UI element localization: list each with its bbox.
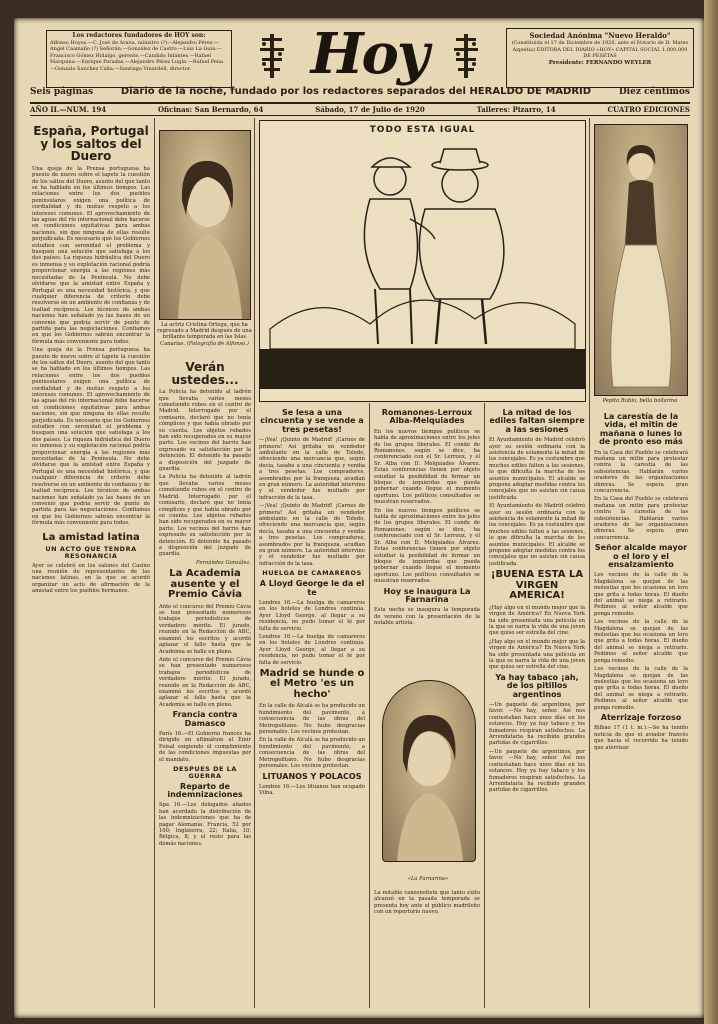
column-rule: [484, 403, 485, 1008]
column-rule: [154, 118, 155, 1008]
cartoon-panel: [259, 120, 586, 402]
headline-academia: La Academia ausente y el Premio Cávia: [167, 568, 243, 601]
photo-caption-pepita: Pepita Rubio, bella bailarina: [602, 398, 678, 404]
photo-farnarina: [382, 680, 476, 862]
article-romanones-body-cont: En los nuevos tiempos políticos se habla de aproximaciones entre los jefes de los grupos liberales. El conde de Romanones, según se dice, ha conferenciado con el Sr. Lerroux, y el Sr. Alba con D. Melquiades Álvarez. Estas conferencias tienen por objeto estudiar la posibilidad de formar un bloque de izquierdas que pueda gobernar cuando llegue el momento oportuno. Los políticos consultados se muestran reservados.: [374, 507, 480, 585]
headline-carestia: La carestía de la vida, el mitin de mañana o lunes lo de pronto eso más: [599, 412, 683, 447]
article-cincuenta-body-cont: —¡Vea! ¡Quinto de Madrid! ¡Carnes de primera! Así gritaba un vendedor ambulante en la calle de Toledo, ofreciendo una mercancía que, según decía, tasaba a una cincuenta y vendía a tres pesetas. Los compradores, asombrados por la franqueza, acudían en gran número. La autoridad intervino y el vendedor fue multado por infracción de la tasa.: [259, 503, 365, 567]
headline-cincuenta: Se lesa a una cincuenta y se vende a tres pesetas!: [260, 408, 364, 434]
headline-ediles: La mitad de los ediles faltan siempre a las sesiones: [489, 408, 585, 434]
tree-emblem-right-icon: [452, 30, 480, 78]
article-veran-body: La Policía ha detenido al ladrón que llevaba varios meses cometiendo robos en el centro de Madrid. Interrogado por el comisario, declaró que no tenía cómplices y que había obrado por su cuenta. Los objetos robados han sido recuperados en su mayor parte. Los vecinos del barrio han expresado su satisfacción por la detención. El detenido ha pasado a disposición del juzgado de guardia.: [159, 389, 251, 473]
article-academia-body-cont: Ante el concurso del Premio Cávia se han presentado numerosos trabajos periodísticos de verdadero mérito. El jurado, reunido en la Redacción de ABC, examinó los escritos y acordó aplazar el fallo hasta que la Academia se halle en pleno.: [159, 656, 251, 708]
article-virgen-body: ¿Hay algo en el mundo mejor que la virgen de América? En Nueva York ha sido presentada una película en la que se narra la vida de una joven que quiso ser estrella del cine.: [489, 604, 585, 637]
headline-aterrizaje: Aterrizaje forzoso: [600, 712, 682, 722]
headline-francia-damasco: Francia contra Damasco: [172, 710, 238, 728]
article-farnarina-body-2: La notable canzonetista que tanto éxito alcanzó en la pasada temporada se presenta hoy ante el público madrileño con un repertorio nuevo.: [374, 890, 480, 916]
column-rule: [369, 403, 370, 1008]
article-metro-body: En la calle de Alcalá se ha producido un hundimiento del pavimento, a consecuencia de las obras del Metropolitano. No hubo desgracias personales. Los vecinos protestan.: [259, 703, 365, 736]
editions-count: CUATRO EDICIONES: [607, 105, 690, 114]
headline-lloyd-george: A Lloyd George le da el te: [259, 579, 365, 597]
subhead-despues-guerra: DESPUES DE LA GUERRA: [173, 764, 237, 780]
article-aterrizaje-body: Bilbao 17 (1 t. m.).—Se ha tenido noticia de que el aviador francés que hacía el recorrido ha tenido que aterrizar.: [594, 725, 688, 751]
photo-pepita-rubio: [594, 124, 688, 396]
issue-date: Sábado, 17 de Julio de 1920: [315, 105, 425, 114]
cartoon-caption: —D'ga usted, Joulebuenagorragui ¿por qué resulta ahora el baño más caro? —¡Ah, señora! Es que este año ha subido mucho la marea.: [300, 371, 531, 384]
photo-caption-farnarina: «La Farnarina»: [407, 876, 449, 882]
issue-number: AÑO II.—NUM. 194: [30, 105, 107, 114]
column-rule: [589, 118, 590, 1008]
subhead-huelga: HUELGA DE CAMAREROS: [262, 569, 362, 578]
slogan: Diario de la noche, fundado por los redactores separados del HERALDO DE MADRID: [120, 86, 592, 97]
company-name: Sociedad Anónima "Nuevo Heraldo": [529, 31, 671, 40]
founders-box: [46, 30, 232, 88]
article-loro-body-cont-2: Los vecinos de la calle de la Magdalena se quejan de las molestias que les ocasiona un loro que grita a todas horas. El dueño del animal se niega a retirarlo. Pedimos al señor alcalde que ponga remedio.: [594, 666, 688, 711]
article-loro-body: Los vecinos de la calle de la Magdalena se quejan de las molestias que les ocasiona un loro que grita a todas horas. El dueño del animal se niega a retirarlo. Pedimos al señor alcalde que ponga remedio.: [594, 572, 688, 617]
photo-credit: (Fotografía de Alfonso.): [186, 340, 249, 347]
caption-text: La actriz Cristina Ortega, que ha regresado a Madrid después de una brillante temporada en las Islas Canarias.: [157, 322, 252, 347]
offices-address: Oficinas: San Bernardo, 64: [157, 105, 264, 114]
article-indemnizaciones-body: Spa 16.—Los delegados aliados han acordado la distribución de las indemnizaciones que ha de pagar Alemania: Francia, 52 por 100; Inglaterra, 22; Italia, 10; Bélgica, 8; y el resto para las demás naciones.: [159, 802, 251, 847]
portrait-dancer-icon: [595, 125, 687, 395]
article-carestia-body: En la Casa del Pueblo se celebrará mañana un mitin para protestar contra la carestía de las subsistencias. Hablarán varios oradores de las organizaciones obreras. Se espera gran concurrencia.: [594, 449, 688, 494]
headline-veran-ustedes: Verán ustedes...: [171, 360, 239, 387]
column-1: [32, 122, 150, 1002]
price: Diez céntimos: [618, 86, 690, 97]
article-lituanos-body: Londres 16.—Los lituanos han ocupado Vilna.: [259, 783, 365, 797]
headline-indemnizaciones: Reparto de indemnizaciones: [167, 781, 243, 799]
company-president: Presidente: FERNANDO WEYLER: [548, 59, 652, 66]
cartoon-drawing-icon: [260, 139, 585, 389]
workshops-address: Talleres: Pizarro, 14: [476, 105, 556, 114]
headline-virgen-america: ¡BUENA ESTA LA VIRGEN AMERICA!: [490, 569, 584, 602]
article-romanones-body: En los nuevos tiempos políticos se habla de aproximaciones entre los jefes de los grupos liberales. El conde de Romanones, según se dice, ha conferenciado con el Sr. Lerroux, y el Sr. Alba con D. Melquiades Álvarez. Estas conferencias tienen por objeto estudiar la posibilidad de formar un bloque de izquierdas que pueda gobernar cuando llegue el momento oportuno. Los políticos consultados se muestran reservados.: [374, 428, 480, 506]
article-amistad-body: Ayer se celebró en los salones del Casino una reunión de representantes de las naciones latinas, en la que se acordó organizar un acto de afirmación de la amistad entre los pueblos hermanos.: [32, 562, 150, 595]
headline-lituanos: LITUANOS Y POLACOS: [262, 771, 362, 781]
article-veran-body-cont: La Policía ha detenido al ladrón que llevaba varios meses cometiendo robos en el centro de Madrid. Interrogado por el comisario, declaró que no tenía cómplices y que había obrado por su cuenta. Los objetos robados han sido recuperados en su mayor parte. Los vecinos del barrio han expresado su satisfacción por la detención. El detenido ha pasado a disposición del juzgado de guardia.: [159, 474, 251, 558]
column-4-bottom: [374, 890, 480, 1000]
article-loro-body-cont: Los vecinos de la calle de la Magdalena se quejan de las molestias que les ocasiona un loro que grita a todas horas. El dueño del animal se niega a retirarlo. Pedimos al señor alcalde que ponga remedio.: [594, 619, 688, 664]
newspaper-logo: Hoy: [310, 21, 428, 87]
article-virgen-body-cont: ¿Hay algo en el mundo mejor que la virgen de América? En Nueva York ha sido presentada una película en la que se narra la vida de una joven que quiso ser estrella del cine.: [489, 638, 585, 671]
column-rule: [254, 118, 255, 1008]
founders-list: Alfonso Hoyos.—C. José de Arana, ministro (?)—Alejandro Pérez.—Angel Caamaño (?) Señorán.—González de Castro.—Luis La Guía.—Francisco Gómez Hidalgo, gerente.—Candido Infantes.—Rafael Marquina.—Enrique Paradas.—Alejandro Pérez Lugín.—Rafael Pena.—Gonzalo Sanchez Caña.—Santiago Vinardell, director.: [50, 39, 225, 72]
photo-cristina-ortega: [159, 130, 251, 320]
tagline-bar: [30, 86, 690, 97]
column-6: [594, 410, 688, 1002]
tree-emblem-left-icon: [258, 30, 286, 78]
portrait-woman-icon: [160, 131, 250, 319]
article-tabaco-body: —Un paquete de argentinos, por favor. —No hay, señor. Así nos contestaban hace unos días en los estancos. Hoy ya hay tabaco y los fumadores respiran satisfechos. La Arrendataria ha recibido grandes partidas de cigarrillos.: [489, 702, 585, 747]
newspaper-page: [14, 18, 704, 1018]
founders-title: Los redactores fundadores de HOY son:: [72, 32, 206, 39]
dateline: [30, 102, 690, 116]
article-signature: Fernández González.: [196, 559, 251, 566]
article-cincuenta-body: —¡Vea! ¡Quinto de Madrid! ¡Carnes de primera! Así gritaba un vendedor ambulante en la calle de Toledo, ofreciendo una mercancía que, según decía, tasaba a una cincuenta y vendía a tres pesetas. Los compradores, asombrados por la franqueza, acudían en gran número. La autoridad intervino y el vendedor fue multado por infracción de la tasa.: [259, 437, 365, 501]
headline-amistad-latina: La amistad latina: [42, 531, 140, 543]
article-ediles-body: El Ayuntamiento de Madrid celebró ayer su sesión ordinaria con la asistencia de solamente la mitad de los concejales. Es ya costumbre que muchos ediles falten a las sesiones, lo que dificulta la marcha de los asuntos municipales. El alcalde se propone adoptar medidas contra los concejales que no asistan sin causa justificada.: [489, 437, 585, 501]
column-3: [259, 406, 365, 1001]
column-4: [374, 406, 480, 666]
article-duero-body: Una queja de la Prensa portuguesa ha puesto de nuevo sobre el tapete la cuestión de los saltos del Duero, asunto del que tanto se ha hablado en los últimos tiempos. Las relaciones entre los dos pueblos peninsulares exigen una política de cordialidad y de mutuo respeto a los intereses comunes. El aprovechamiento de las aguas del río internacional debe hacerse en condiciones equitativas para ambas naciones, sin que ninguna de ellas resulte perjudicada. Es necesario que los Gobiernos estudien con serenidad el problema y busquen una solución que satisfaga a los dos países. La riqueza hidráulica del Duero es inmensa y su explotación racional podría proporcionar energía a las regiones más necesitadas de la Península. No debe olvidarse que la amistad entre España y Portugal es una necesidad histórica, y que cualquier diferencia de criterio debe resolverse en un ambiente de confianza y de lealtad recíproca. Los técnicos de ambas naciones han señalado ya las bases de un convenio que podría servir de punto de partida para las negociaciones. Confiamos en que los Gobiernos sabrán encontrar la fórmula más conveniente para todos.: [32, 165, 150, 345]
headline-tabaco: Ya hay tabaco ¡ah, de los pitillos argentinos: [495, 672, 579, 699]
headline-romanones: Romanones-Lerroux Alba-Melquiades: [381, 408, 473, 426]
article-tabaco-body-cont: —Un paquete de argentinos, por favor. —No hay, señor. Así nos contestaban hace unos días en los estancos. Hoy ya hay tabaco y los fumadores respiran satisfechos. La Arrendataria ha recibido grandes partidas de cigarrillos.: [489, 748, 585, 794]
article-academia-body: Ante el concurso del Premio Cávia se han presentado numerosos trabajos periodísticos de verdadero mérito. El jurado, reunido en la Redacción de ABC, examinó los escritos y acordó aplazar el fallo hasta que la Academia se halle en pleno.: [159, 603, 251, 655]
article-metro-body-cont: En la calle de Alcalá se ha producido un hundimiento del pavimento, a consecuencia de las obras del Metropolitano. No hubo desgracias personales. Los vecinos protestan.: [259, 737, 365, 770]
headline-metro: Madrid se hunde o el Metro 'es un hecho': [259, 667, 365, 700]
article-lloyd-body: Londres 16.—La huelga de camareros en los hoteles de Londres continúa. Ayer Lloyd George, al llegar a su residencia, no pudo tomar el té por falta de servicio.: [259, 599, 365, 632]
headline-farnarina: Hoy se inaugura La Farnarina: [383, 586, 471, 604]
company-box: [506, 28, 694, 88]
article-carestia-body-cont: En la Casa del Pueblo se celebrará mañana un mitin para protestar contra la carestía de las subsistencias. Hablarán varios oradores de las organizaciones obreras. Se espera gran concurrencia.: [594, 496, 688, 541]
portrait-woman-icon: [383, 681, 475, 861]
article-duero-body-cont: Una queja de la Prensa portuguesa ha puesto de nuevo sobre el tapete la cuestión de los saltos del Duero, asunto del que tanto se ha hablado en los últimos tiempos. Las relaciones entre los dos pueblos peninsulares exigen una política de cordialidad y de mutuo respeto a los intereses comunes. El aprovechamiento de las aguas del río internacional debe hacerse en condiciones equitativas para ambas naciones, sin que ninguna de ellas resulte perjudicada. Es necesario que los Gobiernos estudien con serenidad el problema y busquen una solución que satisfaga a los dos países. La riqueza hidráulica del Duero es inmensa y su explotación racional podría proporcionar energía a las regiones más necesitadas de la Península. No debe olvidarse que la amistad entre España y Portugal es una necesidad histórica, y que cualquier diferencia de criterio debe resolverse en un ambiente de confianza y de lealtad recíproca. Los técnicos de ambas naciones han señalado ya las bases de un convenio que podría servir de punto de partida para las negociaciones. Confiamos en que los Gobiernos sabrán encontrar la fórmula más conveniente para todos.: [32, 347, 150, 527]
headline-alcalde-loro: Señor alcalde mayor o el loro y el ensalzamiento: [594, 543, 688, 570]
headline-duero: España, Portugal y los saltos del Duero: [33, 124, 149, 164]
subhead-amistad-latina: UN ACTO QUE TENDRA RESONANCIA: [45, 545, 137, 560]
page-spine: [704, 0, 718, 1024]
company-details: (Constituida el 17 de Diciembre de 1920, ante el Notario de D. Mateo Azpeitia) EDITORA DEL DIARIO «HOY» CAPITAL SOCIAL 1.000.000 DE PESETAS: [511, 40, 689, 59]
article-lloyd-body-cont: Londres 16.—La huelga de camareros en los hoteles de Londres continúa. Ayer Lloyd George, al llegar a su residencia, no pudo tomar el té por falta de servicio.: [259, 633, 365, 666]
article-francia-body: París 16.—El Gobierno francés ha dirigido un ultimátum al Emir Feisal exigiendo el cumplimiento de las condiciones impuestas por el mandato.: [159, 730, 251, 763]
article-farnarina-body: Esta noche se inaugura la temporada de verano con la presentación de la notable artista.: [374, 607, 480, 627]
page-count: Seis páginas: [30, 86, 94, 97]
column-5: [489, 406, 585, 1001]
column-2: [159, 358, 251, 998]
article-ediles-body-cont: El Ayuntamiento de Madrid celebró ayer su sesión ordinaria con la asistencia de solamente la mitad de los concejales. Es ya costumbre que muchos ediles falten a las sesiones, lo que dificulta la marcha de los asuntos municipales. El alcalde se propone adoptar medidas contra los concejales que no asistan sin causa justificada.: [489, 503, 585, 567]
cartoon-title: TODO ESTA IGUAL: [369, 125, 476, 135]
photo-caption-ortega: [157, 322, 252, 347]
